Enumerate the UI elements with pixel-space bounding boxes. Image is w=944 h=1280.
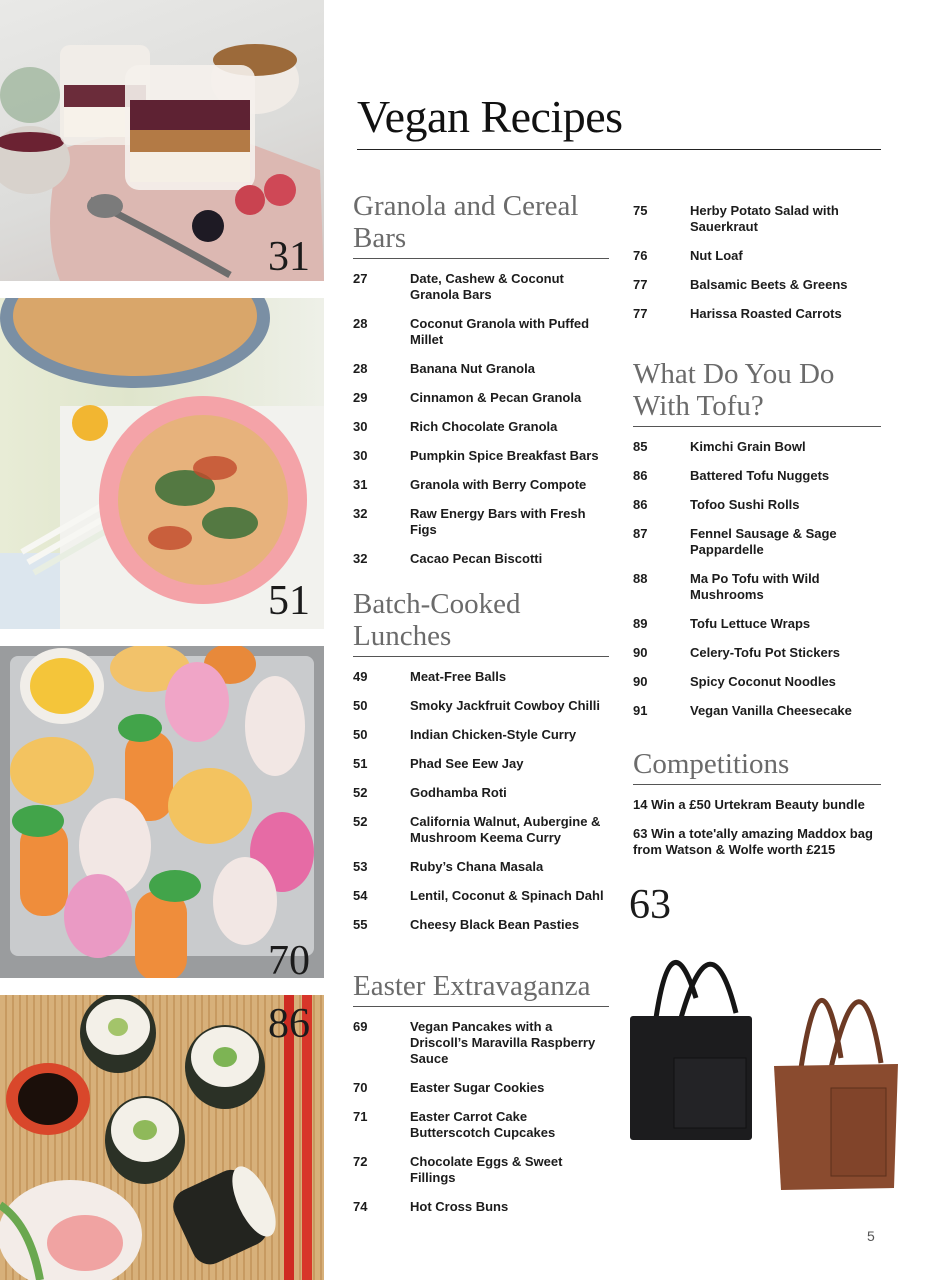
recipe-name: Smoky Jackfruit Cowboy Chilli: [410, 698, 600, 713]
recipe-name: Godhamba Roti: [410, 785, 507, 800]
recipe-name: Vegan Pancakes with a Driscoll’s Maravilla Raspberry Sauce: [410, 1019, 596, 1066]
recipe-entry[interactable]: [633, 703, 881, 719]
recipe-entry[interactable]: [633, 571, 881, 603]
recipe-name: Kimchi Grain Bowl: [690, 439, 806, 454]
recipe-name: Lentil, Coconut & Spinach Dahl: [410, 888, 604, 903]
recipe-entry[interactable]: [353, 698, 609, 714]
recipe-page-number: 53: [353, 859, 368, 874]
recipe-entry[interactable]: [353, 477, 609, 493]
section-heading: Easter Extravaganza: [353, 970, 609, 1007]
recipe-page-number: 30: [353, 448, 368, 463]
photo-page-number: 86: [268, 1001, 310, 1047]
section-continued-recipes: [633, 203, 883, 335]
recipe-entry[interactable]: [353, 271, 609, 303]
recipe-entry[interactable]: [633, 674, 881, 690]
recipe-entry[interactable]: [633, 203, 883, 235]
photo-page-number: 31: [268, 234, 310, 280]
recipe-name: Cinnamon & Pecan Granola: [410, 390, 582, 405]
section-what-do-you-do-with-tofu: [633, 358, 881, 732]
recipe-name: Ma Po Tofu with Wild Mushrooms: [690, 571, 820, 602]
recipe-name: Date, Cashew & Coconut Granola Bars: [410, 271, 564, 302]
recipe-entry[interactable]: [353, 419, 609, 435]
recipe-entry[interactable]: [353, 1080, 609, 1096]
recipe-entry[interactable]: [353, 390, 609, 406]
recipe-entry[interactable]: [353, 551, 609, 567]
recipe-entry[interactable]: [353, 785, 609, 801]
section-granola-and-cereal-bars: [353, 190, 609, 580]
recipe-page-number: 90: [633, 674, 648, 689]
competition-list: [633, 797, 881, 858]
recipe-entry[interactable]: [353, 756, 609, 772]
recipe-page-number: 74: [353, 1199, 368, 1214]
section-heading: What Do You Do With Tofu?: [633, 358, 881, 427]
recipe-entry[interactable]: [633, 616, 881, 632]
page-title: Vegan Recipes: [357, 91, 623, 142]
recipe-entry[interactable]: [353, 1019, 609, 1067]
recipe-entry[interactable]: [353, 1154, 609, 1186]
recipe-page-number: 52: [353, 785, 368, 800]
recipe-page-number: 70: [353, 1080, 368, 1095]
recipe-name: Spicy Coconut Noodles: [690, 674, 836, 689]
recipe-entry[interactable]: [353, 669, 609, 685]
recipe-name: Banana Nut Granola: [410, 361, 535, 376]
recipe-name: Ruby’s Chana Masala: [410, 859, 544, 874]
recipe-list: [353, 1019, 609, 1215]
recipe-page-number: 32: [353, 551, 368, 566]
recipe-page-number: 29: [353, 390, 368, 405]
photo-granola-parfait: [0, 0, 324, 281]
recipe-page-number: 50: [353, 698, 368, 713]
recipe-entry[interactable]: [633, 439, 881, 455]
recipe-name: Battered Tofu Nuggets: [690, 468, 830, 483]
recipe-name: Easter Sugar Cookies: [410, 1080, 545, 1095]
recipe-page-number: 89: [633, 616, 648, 631]
recipe-name: Tofoo Sushi Rolls: [690, 497, 800, 512]
recipe-page-number: 85: [633, 439, 648, 454]
recipe-page-number: 49: [353, 669, 368, 684]
recipe-page-number: 87: [633, 526, 648, 541]
recipe-page-number: 28: [353, 316, 368, 331]
section-heading: Batch-Cooked Lunches: [353, 588, 609, 657]
recipe-entry[interactable]: [633, 248, 883, 264]
recipe-entry[interactable]: [353, 727, 609, 743]
recipe-name: Tofu Lettuce Wraps: [690, 616, 811, 631]
recipe-name: Granola with Berry Compote: [410, 477, 587, 492]
recipe-name: Hot Cross Buns: [410, 1199, 509, 1214]
recipe-name: Meat-Free Balls: [410, 669, 507, 684]
competition-entry[interactable]: 14 Win a £50 Urtekram Beauty bundle: [633, 797, 865, 812]
recipe-entry[interactable]: [353, 506, 609, 538]
recipe-name: Celery-Tofu Pot Stickers: [690, 645, 841, 660]
recipe-name: Fennel Sausage & Sage Pappardelle: [690, 526, 837, 557]
recipe-name: Indian Chicken-Style Curry: [410, 727, 577, 742]
recipe-name: Rich Chocolate Granola: [410, 419, 558, 434]
recipe-name: Harissa Roasted Carrots: [690, 306, 842, 321]
recipe-name: Herby Potato Salad with Sauerkraut: [690, 203, 839, 234]
tote-bags-image: [626, 918, 906, 1198]
competition-entry[interactable]: 63 Win a tote'ally amazing Maddox bag from Watson & Wolfe worth £215: [633, 826, 873, 857]
recipe-page-number: 86: [633, 468, 648, 483]
recipe-entry[interactable]: [353, 917, 609, 933]
recipe-page-number: 51: [353, 756, 368, 771]
section-batch-cooked-lunches: [353, 588, 609, 946]
recipe-page-number: 32: [353, 506, 368, 521]
recipe-page-number: 91: [633, 703, 648, 718]
recipe-page-number: 50: [353, 727, 368, 742]
recipe-name: Phad See Eew Jay: [410, 756, 524, 771]
title-divider: [357, 149, 881, 150]
recipe-entry[interactable]: [633, 645, 881, 661]
recipe-name: Pumpkin Spice Breakfast Bars: [410, 448, 599, 463]
recipe-page-number: 54: [353, 888, 368, 903]
recipe-page-number: 71: [353, 1109, 368, 1124]
recipe-name: Balsamic Beets & Greens: [690, 277, 848, 292]
recipe-page-number: 86: [633, 497, 648, 512]
recipe-page-number: 90: [633, 645, 648, 660]
recipe-entry[interactable]: [633, 306, 883, 322]
recipe-list: [633, 439, 881, 719]
recipe-name: Cacao Pecan Biscotti: [410, 551, 543, 566]
recipe-entry[interactable]: [353, 888, 609, 904]
competition-page-number: 63: [629, 882, 671, 928]
recipe-page-number: 52: [353, 814, 368, 829]
recipe-name: Cheesy Black Bean Pasties: [410, 917, 580, 932]
section-heading: Granola and Cereal Bars: [353, 190, 609, 259]
recipe-entry[interactable]: [353, 1199, 609, 1215]
recipe-page-number: 77: [633, 277, 648, 292]
recipe-name: Vegan Vanilla Cheesecake: [690, 703, 852, 718]
photo-sushi-rolls: [0, 995, 324, 1280]
recipe-name: Nut Loaf: [690, 248, 743, 263]
recipe-entry[interactable]: [633, 526, 881, 558]
recipe-page-number: 76: [633, 248, 648, 263]
recipe-entry[interactable]: [353, 859, 609, 875]
recipe-entry[interactable]: [353, 361, 609, 377]
photo-page-number: 51: [268, 578, 310, 624]
photo-page-number: 70: [268, 938, 310, 978]
section-easter-extravaganza: [353, 970, 609, 1228]
recipe-name: Easter Carrot Cake Butterscotch Cupcakes: [410, 1109, 556, 1140]
recipe-list: [353, 669, 609, 933]
recipe-list: [633, 203, 883, 322]
photo-noodle-dish: [0, 298, 324, 629]
recipe-name: Chocolate Eggs & Sweet Fillings: [410, 1154, 563, 1185]
recipe-page-number: 28: [353, 361, 368, 376]
section-competitions: [633, 748, 881, 871]
recipe-entry[interactable]: [353, 814, 609, 846]
recipe-page-number: 88: [633, 571, 648, 586]
recipe-entry[interactable]: [633, 468, 881, 484]
recipe-entry[interactable]: [353, 1109, 609, 1141]
recipe-list: [353, 271, 609, 567]
recipe-entry[interactable]: [633, 277, 883, 293]
recipe-page-number: 27: [353, 271, 368, 286]
recipe-page-number: 31: [353, 477, 368, 492]
recipe-entry[interactable]: [633, 497, 881, 513]
recipe-page-number: 77: [633, 306, 648, 321]
section-heading: Competitions: [633, 748, 881, 785]
recipe-page-number: 30: [353, 419, 368, 434]
recipe-page-number: 72: [353, 1154, 368, 1169]
recipe-entry[interactable]: [353, 448, 609, 464]
photo-easter-cookies: [0, 646, 324, 978]
recipe-name: Raw Energy Bars with Fresh Figs: [410, 506, 586, 537]
recipe-name: California Walnut, Aubergine & Mushroom Keema Curry: [410, 814, 601, 845]
recipe-page-number: 69: [353, 1019, 368, 1034]
recipe-name: Coconut Granola with Puffed Millet: [410, 316, 590, 347]
page-number: 5: [867, 1228, 875, 1244]
recipe-page-number: 55: [353, 917, 368, 932]
recipe-entry[interactable]: [353, 316, 609, 348]
recipe-page-number: 75: [633, 203, 648, 218]
easter-cookies-image: [0, 646, 324, 978]
